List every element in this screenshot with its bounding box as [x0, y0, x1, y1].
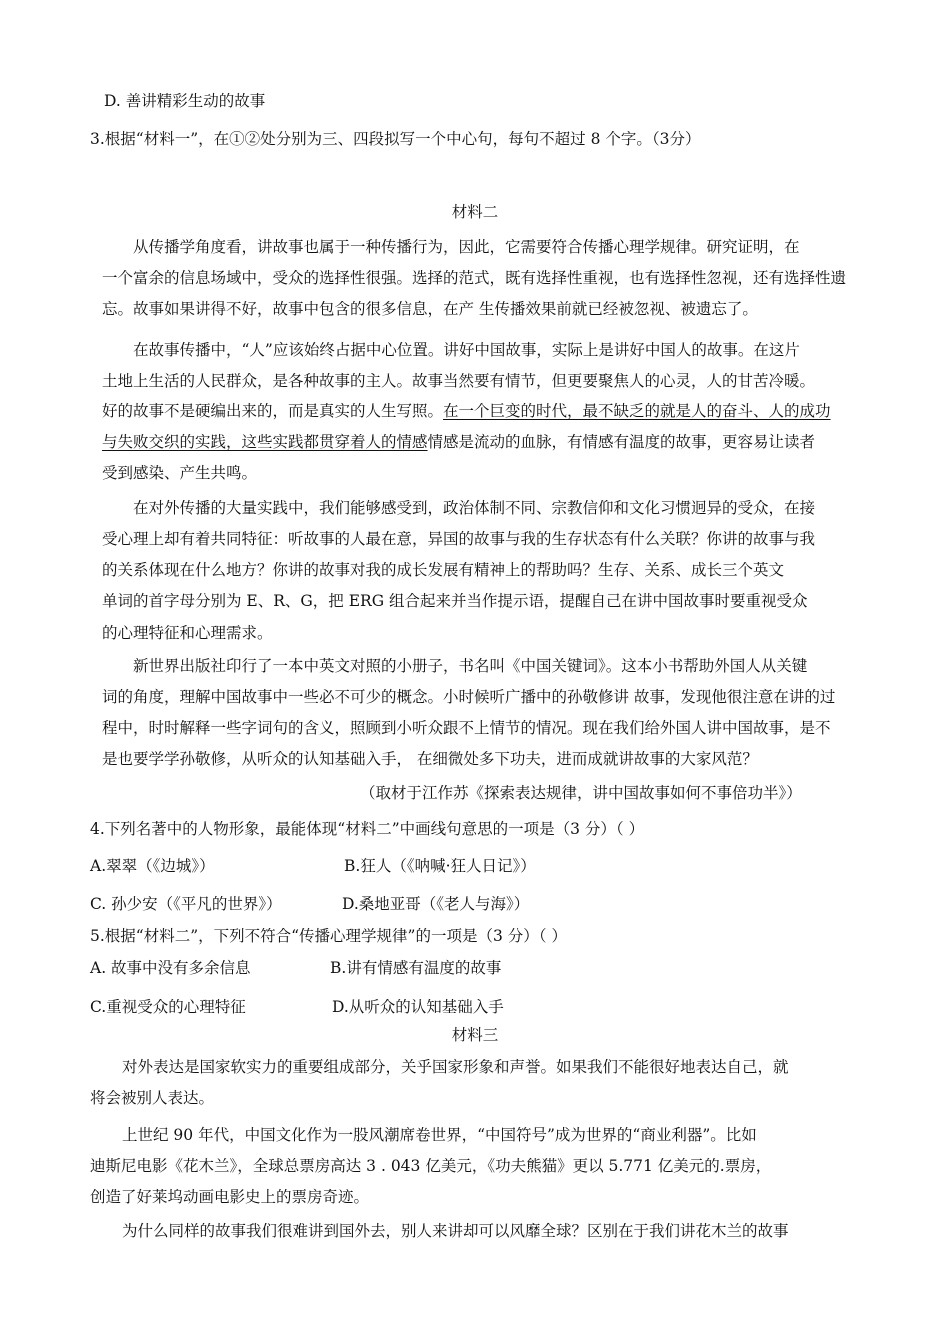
paragraph-line: 对外表达是国家软实力的重要组成部分，关乎国家形象和声誉。如果我们不能很好地表达自己，就 — [122, 1058, 789, 1076]
question-2-option-d: D. 善讲精彩生动的故事 — [104, 92, 266, 110]
underlined-sentence: 与失败交织的实践，这些实践都贯穿着人的情感 — [102, 433, 428, 451]
paragraph-line: 受心理上却有着共同特征：听故事的人最在意，异国的故事与我的生存状态有什么关联？你讲的故事与我 — [102, 530, 816, 548]
question-5-option-c: C.重视受众的心理特征 — [90, 998, 246, 1016]
paragraph-line: 的心理特征和心理需求。 — [102, 624, 273, 642]
question-5-option-d: D.从听众的认知基础入手 — [332, 998, 504, 1016]
paragraph-line: 一个富余的信息场域中，受众的选择性很强。选择的范式，既有选择性重视，也有选择性忽视，还有选择性遗 — [102, 269, 847, 287]
question-5-stem: 5.根据“材料二”，下列不符合“传播心理学规律”的一项是（3 分）（ ） — [90, 927, 567, 945]
question-4-option-b: B.狂人（《呐喊·狂人日记》） — [344, 857, 536, 875]
paragraph-line: 是也要学学孙敬修，从听众的认知基础入手， 在细微处多下功夫，进而成就讲故事的大家风范？ — [102, 750, 758, 768]
paragraph-line: 迪斯尼电影《花木兰》，全球总票房高达 3 . 043 亿美元，《功夫熊猫》更以 5.771 亿美元的.票房， — [90, 1157, 772, 1175]
material-3-title: 材料三 — [451, 1026, 499, 1044]
paragraph-line: 为什么同样的故事我们很难讲到国外去，别人来讲却可以风靡全球？区别在于我们讲花木兰的故事 — [122, 1222, 789, 1240]
plain-text: 情感是流动的血脉，有情感有温度的故事，更容易让读者 — [427, 433, 816, 451]
paragraph-line: 创造了好莱坞动画电影史上的票房奇迹。 — [90, 1188, 370, 1206]
question-4-option-a: A.翠翠（《边城》） — [90, 857, 215, 875]
question-3-stem: 3.根据“材料一”，在①②处分别为三、四段拟写一个中心句，每句不超过 8 个字。（3分） — [90, 130, 701, 148]
paragraph-line: 新世界出版社印行了一本中英文对照的小册子，书名叫《中国关键词》。这本小书帮助外国人从关键 — [133, 657, 808, 675]
question-4-option-d: D.桑地亚哥（《老人与海》） — [342, 895, 530, 913]
paragraph-line: 在对外传播的大量实践中，我们能够感受到，政治体制不同、宗教信仰和文化习惯迥异的受众，在接 — [133, 499, 816, 517]
paragraph-line — [102, 400, 831, 422]
paragraph-line: 在故事传播中，“人”应该始终占据中心位置。讲好中国故事，实际上是讲好中国人的故事。在这片 — [133, 341, 800, 359]
question-4-option-c: C. 孙少安（《平凡的世界》） — [90, 895, 282, 913]
paragraph-line — [102, 431, 815, 453]
paragraph-line: 受到感染、产生共鸣。 — [102, 464, 258, 482]
paragraph-line: 从传播学角度看，讲故事也属于一种传播行为，因此，它需要符合传播心理学规律。研究证明，在 — [133, 238, 800, 256]
paragraph-line: 的关系体现在什么地方？你讲的故事对我的成长发展有精神上的帮助吗？生存、关系、成长三个英文 — [102, 561, 785, 579]
paragraph-line: 单词的首字母分别为 E、R、G，把 ERG 组合起来并当作提示语，提醒自己在讲中国故事时要重视受众 — [102, 592, 808, 610]
plain-text: 好的故事不是硬编出来的，而是真实的人生写照。 — [102, 402, 444, 420]
paragraph-line: 上世纪 90 年代，中国文化作为一股风潮席卷世界，“中国符号”成为世界的“商业利器”。比如 — [122, 1126, 757, 1144]
paragraph-line: 词的角度，理解中国故事中一些必不可少的概念。小时候听广播中的孙敬修讲 故事，发现他很注意在讲的过 — [102, 688, 836, 706]
paragraph-line: 土地上生活的人民群众，是各种故事的主人。故事当然要有情节，但更要聚焦人的心灵，人的甘苦冷暖。 — [102, 372, 816, 390]
paragraph-line: 忘。故事如果讲得不好，故事中包含的很多信息，在产 生传播效果前就已经被忽视、被遗忘了。 — [102, 300, 758, 318]
question-5-option-b: B.讲有情感有温度的故事 — [330, 959, 502, 977]
underlined-sentence: 在一个巨变的时代，最不缺乏的就是人的奋斗、人的成功 — [443, 402, 831, 420]
question-5-option-a: A. 故事中没有多余信息 — [90, 959, 251, 977]
paragraph-line: 将会被别人表达。 — [90, 1089, 215, 1107]
material-2-title: 材料二 — [451, 203, 499, 221]
question-4-stem: 4.下列名著中的人物形象，最能体现“材料二”中画线句意思的一项是（3 分）（ ） — [90, 820, 645, 838]
source-citation: （取材于江作苏《探索表达规律，讲中国故事如何不事倍功半》） — [360, 784, 802, 802]
paragraph-line: 程中，时时解释一些字词句的含义，照顾到小听众跟不上情节的情况。现在我们给外国人讲中国故事，是不 — [102, 719, 831, 737]
